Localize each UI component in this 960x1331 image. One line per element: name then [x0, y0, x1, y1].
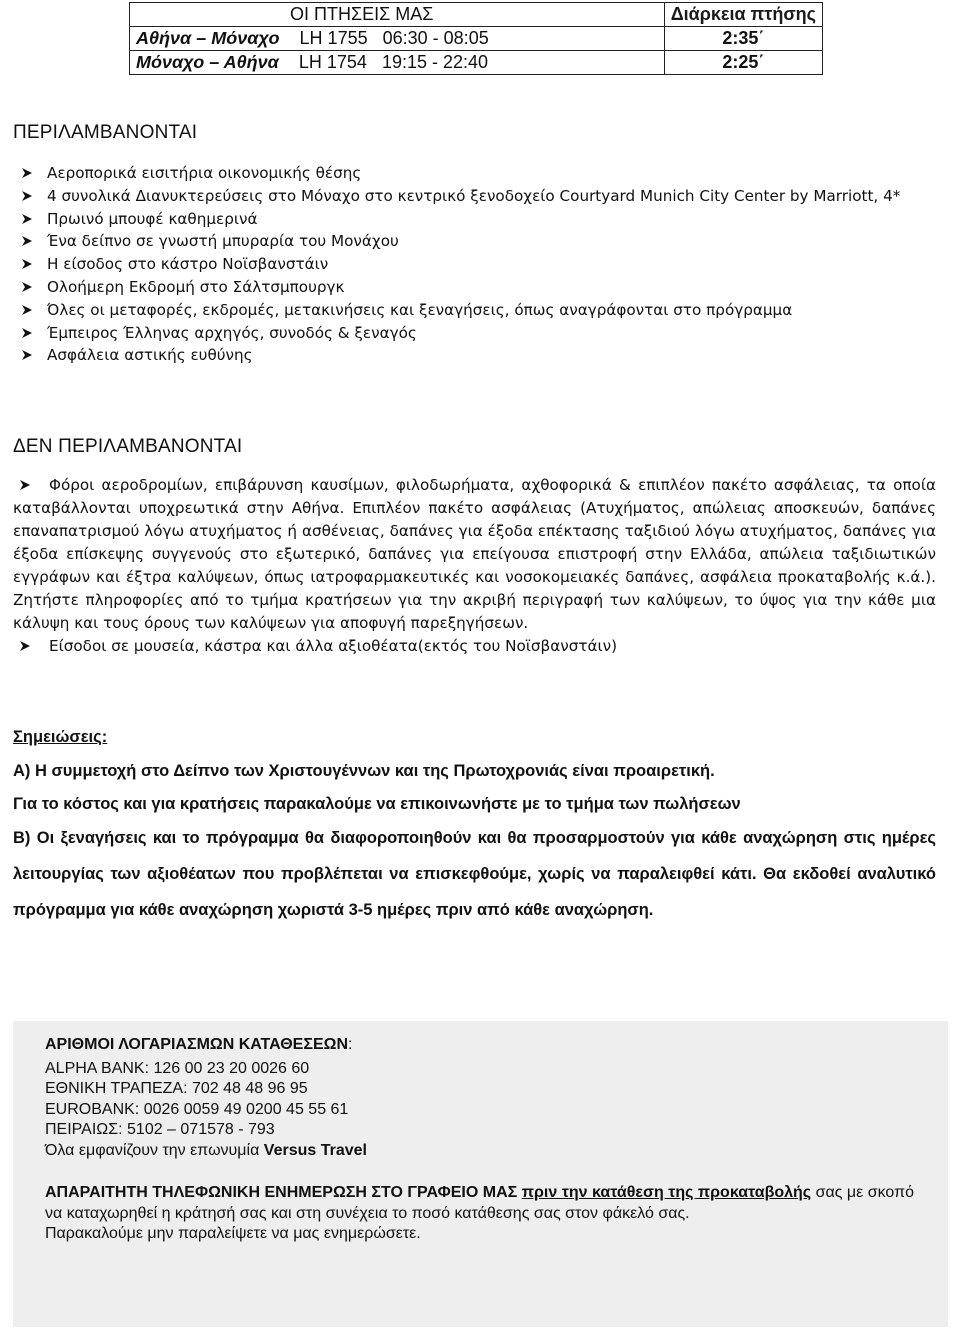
arrow-bullet-icon	[20, 344, 34, 366]
list-item-text: Φόροι αεροδρομίων, επιβάρυνση καυσίμων, φιλοδωρήματα, αχθοφορικά & επιπλέον πακέτο ασφάλειας, τα οποία καταβάλλονται υποχρεωτικά στην Αθήνα. Επιπλέον πακέτο ασφάλειας (Ατυχήματος, απώλειας αποσκευών, δαπάνες επαναπατρισμού λόγω ατυχήματος ή ασθένειας, δαπάνες για έξοδα επέκτασης ταξιδιού λόγω ατυχήματος, δαπάνες για έξοδα επίσκεψης συγγενούς στο εξωτερικό, δαπάνες για επείγουσα επιστροφή στην Ελλάδα, απώλεια ταξιδιωτικών εγγράφων και έξτρα καλύψεων, όπως ιατροφαρμακευτικές και νοσοκομειακές δαπάνες, ασφάλεια προκαταβολής κ.ά.). Ζητήστε πληροφορίες από το τμήμα κρατήσεων για την ακριβή περιγραφή των καλύψεων, το ύψος για την κάθε μια κάλυψη και τους όρους των καλύψεων για αποφυγή παρεξηγήσεων.	[13, 476, 936, 632]
notice-bold: ΑΠΑΡΑΙΤΗΤΗ ΤΗΛΕΦΩΝΙΚΗ ΕΝΗΜΕΡΩΣΗ ΣΤΟ ΓΡΑΦΕΙΟ ΜΑΣ	[45, 1184, 518, 1201]
bank-title-colon: :	[348, 1036, 353, 1053]
note-a: Α) Η συμμετοχή στο Δείπνο των Χριστουγέννων και της Πρωτοχρονιάς είναι προαιρετική.	[13, 762, 715, 780]
list-item-text: Ασφάλεια αστικής ευθύνης	[47, 346, 253, 365]
bank-closing: Παρακαλούμε μην παραλείψετε να μας ενημερώσετε.	[45, 1225, 421, 1242]
flight-row-return	[130, 51, 823, 75]
note-b: Β) Οι ξεναγήσεις και το πρόγραμμα θα διαφοροποιηθούν και θα προσαρμοστούν για κάθε αναχώρηση στις ημέρες λειτουργίας των αξιοθέατων που προβλέπεται να επισκεφθούμε, χωρίς να παραλειφθεί κάτι. Θα εκδοθεί αναλυτικό πρόγραμμα για κάθε αναχώρηση χωριστά 3-5 ημέρες πριν από κάθε αναχώρηση.	[13, 829, 936, 919]
list-item	[20, 253, 945, 276]
list-item-text: Είσοδοι σε μουσεία, κάστρα και άλλα αξιοθέατα(εκτός του Νοϊσβανστάιν)	[49, 637, 618, 655]
arrow-bullet-icon	[13, 474, 49, 497]
arrow-bullet-icon	[20, 276, 34, 298]
bank-account: EUROBANK: 0026 0059 49 0200 45 55 61	[45, 1100, 349, 1118]
arrow-bullet-icon	[19, 635, 49, 658]
notes-label: Σημειώσεις:	[13, 728, 108, 746]
not-included-title: ΔΕΝ ΠΕΡΙΛΑΜΒΑΝΟΝΤΑΙ	[13, 436, 243, 457]
flights-header-title: ΟΙ ΠΤΗΣΕΙΣ ΜΑΣ	[130, 3, 665, 27]
arrow-bullet-icon	[20, 185, 34, 207]
flight-time: 19:15 - 22:40	[381, 52, 489, 72]
bank-title: ΑΡΙΘΜΟΙ ΛΟΓΑΡΙΑΣΜΩΝ ΚΑΤΑΘΕΣΕΩΝ	[45, 1036, 348, 1053]
note-cost: Για το κόστος και για κρατήσεις παρακαλούμε να επικοινωνήστε με το τμήμα των πωλήσεων	[13, 795, 741, 813]
included-title: ΠΕΡΙΛΑΜΒΑΝΟΝΤΑΙ	[13, 122, 198, 143]
list-item	[20, 162, 945, 185]
account-name: Versus Travel	[263, 1141, 367, 1159]
flight-number: LH 1755	[299, 28, 368, 48]
flight-row-outbound	[130, 27, 823, 51]
list-item-text: 4 συνολικά Διανυκτερεύσεις στο Μόναχο στο κεντρικό ξενοδοχείο Courtyard Munich City Center by Marriott, 4*	[47, 186, 901, 205]
list-item	[20, 276, 945, 299]
notes-section	[13, 728, 936, 928]
arrow-bullet-icon	[20, 299, 34, 321]
not-included-list	[13, 474, 936, 658]
account-name-prefix: Όλα εμφανίζουν την επωνυμία	[45, 1141, 264, 1159]
account-name-line	[45, 1141, 914, 1162]
list-item	[20, 299, 945, 322]
bank-account: ΕΘΝΙΚΗ ΤΡΑΠΕΖΑ: 702 48 48 96 95	[45, 1080, 308, 1097]
arrow-bullet-icon	[20, 322, 34, 344]
list-item	[20, 208, 945, 231]
notice-rest: σας με σκοπό να καταχωρηθεί η κράτησή σας και στη συνέχεια το ποσό κατάθεσης σας στον φάκελό σας.	[45, 1184, 915, 1222]
list-item-text: Όλες οι μεταφορές, εκδρομές, μετακινήσεις και ξεναγήσεις, όπως αναγράφονται στο πρόγραμμα	[47, 300, 793, 319]
list-item	[20, 230, 945, 253]
notice-underlined: πριν την κατάθεση της προκαταβολής	[521, 1184, 812, 1201]
flight-duration: 2:25΄	[664, 51, 822, 75]
included-list	[20, 162, 945, 367]
bank-account: ΠΕΙΡΑΙΩΣ: 5102 – 071578 - 793	[45, 1121, 275, 1138]
list-item-text: Πρωινό μπουφέ καθημερινά	[47, 209, 258, 228]
bank-notice	[45, 1183, 914, 1224]
bank-account: ALPHA BANK: 126 00 23 20 0026 60	[45, 1059, 310, 1077]
bank-title-line	[45, 1035, 914, 1056]
flights-table	[129, 2, 823, 75]
flight-route: Μόναχο – Αθήνα	[136, 52, 279, 72]
arrow-bullet-icon	[20, 208, 34, 230]
flight-route-cell	[130, 51, 665, 75]
list-item	[20, 344, 945, 367]
list-item-text: Ένα δείπνο σε γνωστή μπυραρία του Μονάχου	[47, 232, 399, 251]
flight-route: Αθήνα – Μόναχο	[136, 28, 280, 48]
arrow-bullet-icon	[20, 253, 34, 275]
bank-accounts-box	[13, 1021, 948, 1327]
list-item-text: Ολοήμερη Εκδρομή στο Σάλτσμπουργκ	[47, 277, 345, 296]
list-item	[20, 322, 945, 345]
list-item	[20, 185, 945, 208]
list-item-text: Έμπειρος Έλληνας αρχηγός, συνοδός & ξεναγός	[47, 323, 417, 342]
list-item-text: Αεροπορικά εισιτήρια οικονομικής θέσης	[47, 164, 362, 182]
flight-time: 06:30 - 08:05	[382, 28, 489, 48]
list-item	[13, 635, 936, 658]
flights-header-row	[130, 3, 823, 27]
flight-duration: 2:35΄	[664, 27, 822, 51]
list-item-text: Η είσοδος στο κάστρο Νοϊσβανστάιν	[47, 255, 329, 274]
flight-route-cell	[130, 27, 665, 51]
arrow-bullet-icon	[20, 162, 34, 184]
flight-number: LH 1754	[298, 52, 367, 72]
flight-duration-header: Διάρκεια πτήσης	[664, 3, 822, 27]
list-item	[13, 474, 936, 635]
arrow-bullet-icon	[20, 230, 34, 252]
